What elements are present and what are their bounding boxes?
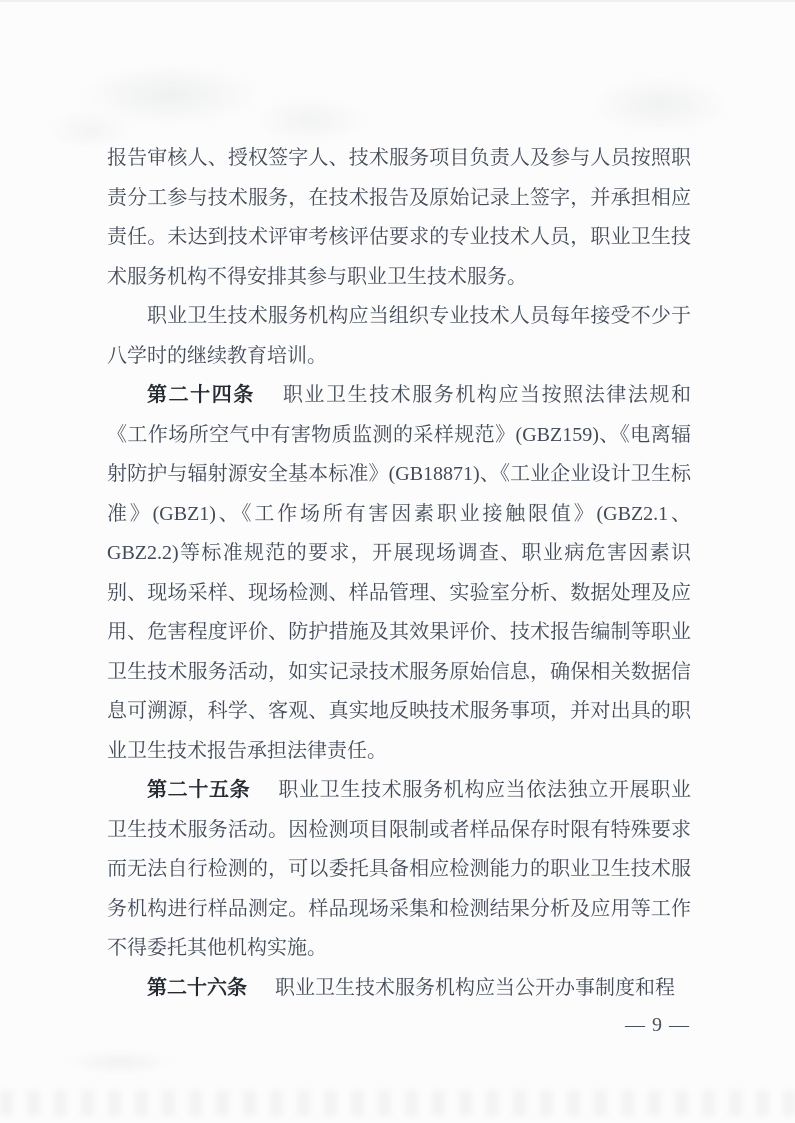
- paragraph: [107, 969, 691, 1009]
- article-number: 第二十六条: [147, 976, 247, 999]
- paragraph: [107, 771, 691, 969]
- paragraph: [107, 376, 691, 771]
- scan-artifact-bottom-blob: [60, 1042, 240, 1082]
- article-number: 第二十五条: [147, 779, 251, 801]
- paragraph: [107, 139, 691, 297]
- paragraph-text: 职业卫生技术服务机构应当公开办事制度和程: [275, 976, 675, 999]
- paragraph-text: 职业卫生技术服务机构应当依法独立开展职业卫生技术服务活动。因检测项目限制或者样品保存时限有特殊要求而无法自行检测的，可以委托具备相应检测能力的职业卫生技术服务机构进行样品测定。样品现场采集和检测结果分析及应用等工作不得委托其他机构实施。: [107, 779, 692, 959]
- paragraph-text: 报告审核人、授权签字人、技术服务项目负责人及参与人员按照职责分工参与技术服务，在技术报告及原始记录上签字，并承担相应责任。未达到技术评审考核评估要求的专业技术人员，职业卫生技术服务机构不得安排其参与职业卫生技术服务。: [107, 147, 691, 288]
- scan-artifact-bottom: [0, 1090, 795, 1116]
- article-number: 第二十四条: [147, 384, 255, 406]
- paragraph-text: 职业卫生技术服务机构应当按照法律法规和《工作场所空气中有害物质监测的采样规范》(GBZ159)、《电离辐射防护与辐射源安全基本标准》(GB18871)、《工业企业设计卫生标准》(GBZ1)、《工作场所有害因素职业接触限值》(GBZ2.1、GBZ2.2)等标准规范的要求，开展现场调查、职业病危害因素识别、现场采样、现场检测、样品管理、实验室分析、数据处理及应用、危害程度评价、防护措施及其效果评价、技术报告编制等职业卫生技术服务活动，如实记录技术服务原始信息，确保相关数据信息可溯源，科学、客观、真实地反映技术服务事项，并对出具的职业卫生技术报告承担法律责任。: [107, 384, 692, 762]
- paragraph-text: 职业卫生技术服务机构应当组织专业技术人员每年接受不少于八学时的继续教育培训。: [107, 305, 691, 367]
- document-body: [107, 139, 691, 1008]
- paragraph: [107, 297, 691, 376]
- page-number: — 9 —: [625, 1014, 690, 1036]
- scan-artifact-top: [0, 20, 795, 145]
